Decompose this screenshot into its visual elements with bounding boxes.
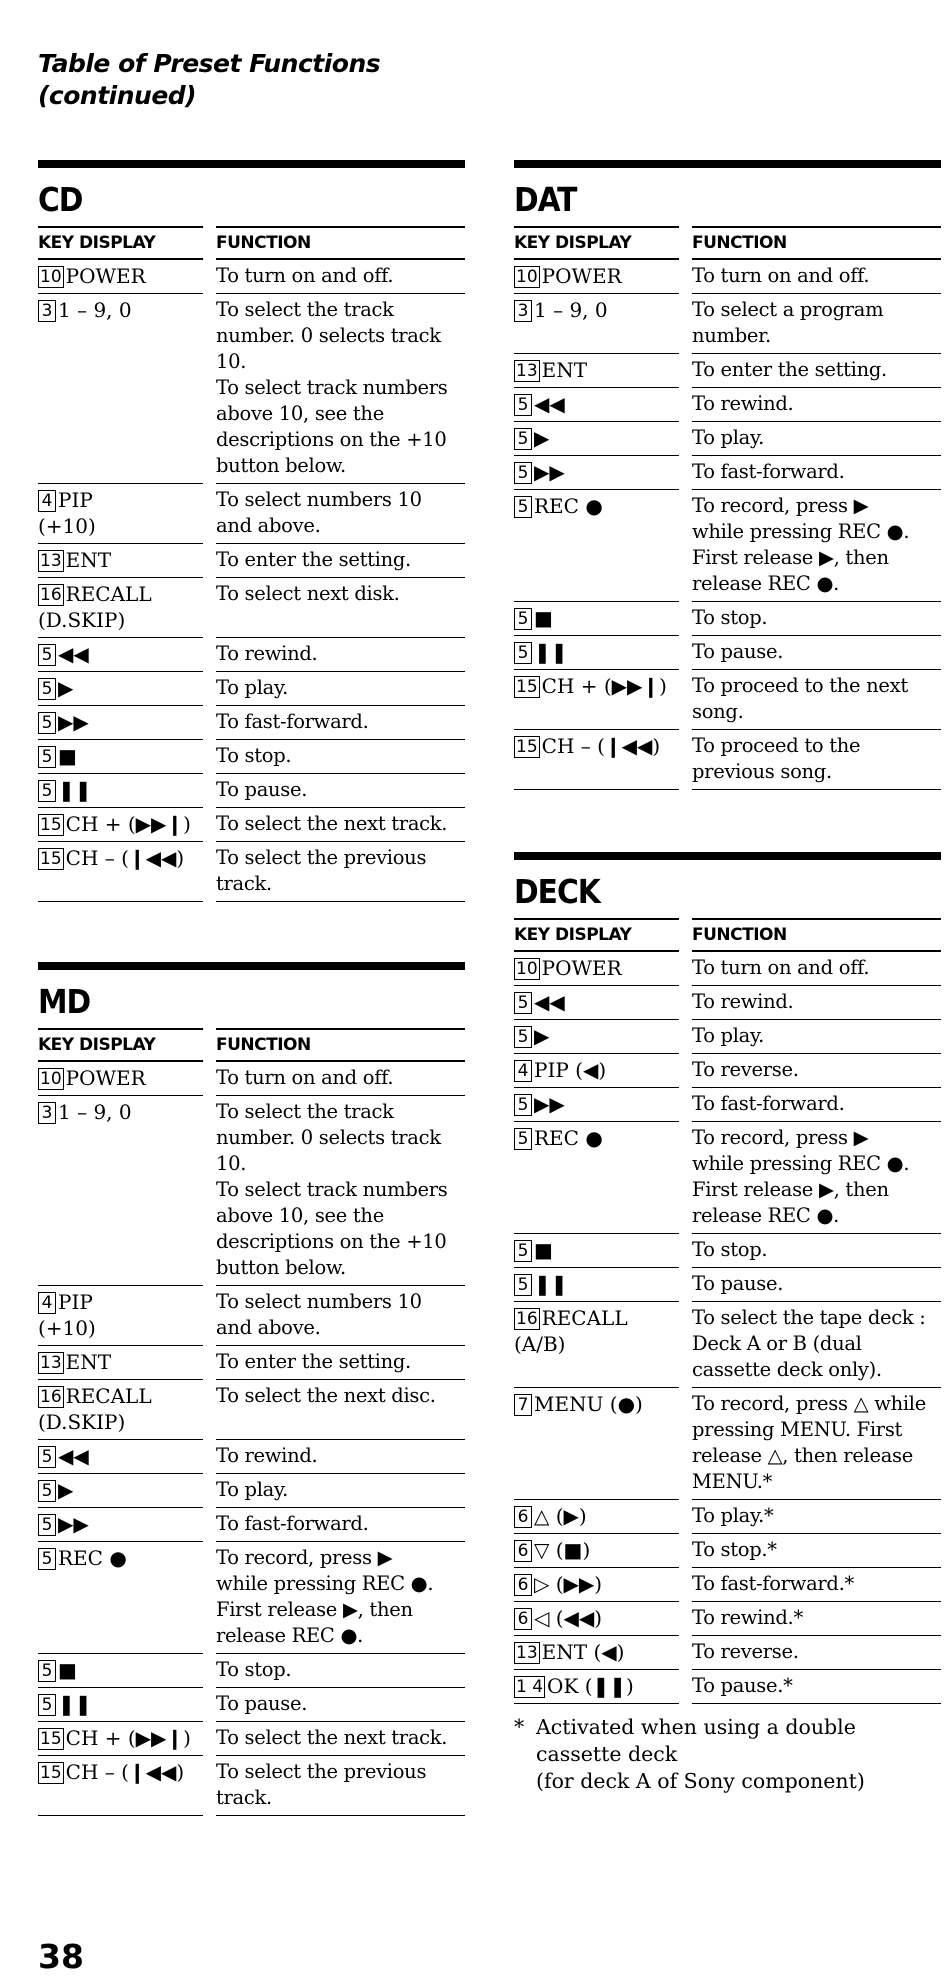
table-row [514, 1302, 941, 1388]
function-cell: To rewind. [216, 638, 465, 672]
key-display-cell [38, 1756, 203, 1816]
key-number-box: 6 [514, 1540, 532, 1562]
key-number-box: 15 [40, 815, 62, 835]
function-cell: To stop. [692, 602, 941, 636]
function-cell: To select the next disc. [216, 1380, 465, 1440]
section-rule [38, 962, 465, 970]
column-header-function: FUNCTION [692, 226, 941, 260]
key-display-cell [38, 638, 203, 672]
key-number-box: 5 [38, 678, 56, 700]
key-display-label: PIP (+10) [38, 1290, 96, 1340]
key-display-cell [38, 1346, 203, 1380]
key-number-box: 4 [514, 1060, 532, 1082]
function-cell: To pause. [216, 1688, 465, 1722]
table-row [514, 1088, 941, 1122]
key-display-cell [514, 1568, 679, 1602]
key-display-cell [514, 1670, 679, 1704]
key-display-label: ■ [534, 1238, 553, 1262]
table-row [514, 1670, 941, 1704]
function-cell: To proceed to the previous song. [692, 730, 941, 790]
dat-section [514, 160, 941, 790]
key-number-box: 16 [516, 1309, 538, 1329]
page-title-line-2: (continued) [38, 81, 197, 110]
table-row [38, 638, 465, 672]
key-display-label: CH + (▶▶❙) [541, 674, 667, 698]
key-number-box: 5 [514, 1026, 532, 1048]
key-number-box: 16 [40, 585, 62, 605]
key-display-label: ENT [541, 358, 588, 382]
column-header-function: FUNCTION [692, 918, 941, 952]
table-row [38, 260, 465, 294]
key-display-label: RECALL (D.SKIP) [38, 582, 152, 632]
key-display-label: POWER [541, 956, 622, 980]
table-row [38, 672, 465, 706]
key-number-box: 5 [514, 1240, 532, 1262]
cd-section [38, 160, 465, 902]
key-display-cell [514, 260, 679, 294]
key-display-label: ◀◀ [58, 642, 89, 666]
function-cell: To turn on and off. [692, 260, 941, 294]
key-number-box: 5 [514, 394, 532, 416]
key-number-box: 10 [40, 267, 62, 287]
key-number-box: 5 [38, 1548, 56, 1570]
function-cell: To turn on and off. [216, 260, 465, 294]
key-number-box: 15 [516, 737, 538, 757]
key-display-label: ◁ (◀◀) [534, 1606, 603, 1630]
key-display-label: ❚❚ [534, 1272, 568, 1296]
key-display-cell [514, 636, 679, 670]
key-display-label: POWER [65, 1066, 146, 1090]
table-row [514, 1500, 941, 1534]
footnote-text: Activated when using a double cassette deck (for deck A of Sony component) [536, 1715, 865, 1793]
key-display-label: ▶▶ [58, 710, 89, 734]
table-header [38, 1028, 465, 1062]
table-row [38, 1508, 465, 1542]
key-number-box: 15 [40, 1763, 62, 1783]
function-cell: To record, press ▶ while pressing REC ●. First release ▶, then release REC ●. [692, 1122, 941, 1234]
key-display-cell [514, 1122, 679, 1234]
key-number-box: 5 [38, 1446, 56, 1468]
key-display-label: POWER [541, 264, 622, 288]
key-display-cell [38, 672, 203, 706]
table-row [514, 1268, 941, 1302]
function-cell: To stop. [692, 1234, 941, 1268]
key-display-label: PIP (◀) [534, 1058, 607, 1082]
function-cell: To fast-forward. [692, 456, 941, 490]
key-display-cell [514, 1088, 679, 1122]
key-number-box: 5 [514, 428, 532, 450]
key-display-label: REC ● [58, 1546, 127, 1570]
key-number-box: 5 [514, 496, 532, 518]
function-cell: To rewind.* [692, 1602, 941, 1636]
function-cell: To turn on and off. [692, 952, 941, 986]
table-row [514, 670, 941, 730]
function-cell: To select the previous track. [216, 842, 465, 902]
key-display-label: ▶▶ [58, 1512, 89, 1536]
column-header-key-display: KEY DISPLAY [514, 918, 679, 952]
key-display-label: ■ [534, 606, 553, 630]
table-header [514, 918, 941, 952]
key-display-cell [514, 1636, 679, 1670]
key-number-box: 5 [38, 780, 56, 802]
key-number-box: 5 [514, 1094, 532, 1116]
function-cell: To turn on and off. [216, 1062, 465, 1096]
function-cell: To reverse. [692, 1054, 941, 1088]
deck-section [514, 852, 941, 1704]
table-row [38, 1756, 465, 1816]
key-display-cell [38, 1474, 203, 1508]
table-row [514, 456, 941, 490]
table-row [514, 490, 941, 602]
column-header-key-display: KEY DISPLAY [38, 226, 203, 260]
key-display-cell [38, 1688, 203, 1722]
key-number-box: 5 [514, 462, 532, 484]
table-row [38, 1096, 465, 1286]
key-display-cell [38, 1654, 203, 1688]
table-row [38, 1542, 465, 1654]
key-display-cell [514, 294, 679, 354]
key-display-cell [38, 1380, 203, 1440]
column-header-function: FUNCTION [216, 226, 465, 260]
key-number-box: 5 [38, 644, 56, 666]
key-number-box: 5 [38, 712, 56, 734]
key-number-box: 5 [38, 1660, 56, 1682]
function-cell: To play. [216, 672, 465, 706]
table-header [514, 226, 941, 260]
key-display-label: CH – (❙◀◀) [541, 734, 661, 758]
key-display-label: PIP (+10) [38, 488, 96, 538]
key-number-box: 16 [40, 1387, 62, 1407]
key-display-cell [38, 578, 203, 638]
section-rule [514, 160, 941, 168]
key-display-label: ■ [58, 1658, 77, 1682]
key-display-label: ▷ (▶▶) [534, 1572, 603, 1596]
table-row [514, 1020, 941, 1054]
function-cell: To pause. [692, 1268, 941, 1302]
key-number-box: 3 [38, 1102, 56, 1124]
key-display-label: 1 – 9, 0 [534, 298, 608, 322]
key-display-cell [514, 422, 679, 456]
function-cell: To stop.* [692, 1534, 941, 1568]
function-cell: To play. [692, 422, 941, 456]
function-cell: To fast-forward. [216, 706, 465, 740]
key-display-cell [38, 1722, 203, 1756]
page-title [38, 48, 380, 112]
key-number-box: 6 [514, 1608, 532, 1630]
function-cell: To rewind. [692, 986, 941, 1020]
key-number-box: 4 [38, 490, 56, 512]
section-title: MD [38, 982, 91, 1021]
key-display-cell [514, 1388, 679, 1500]
key-number-box: 15 [40, 849, 62, 869]
key-display-label: REC ● [534, 494, 603, 518]
key-display-label: ❚❚ [58, 1692, 92, 1716]
function-cell: To stop. [216, 1654, 465, 1688]
key-display-label: ▶ [58, 676, 74, 700]
key-number-box: 15 [516, 677, 538, 697]
function-cell: To record, press ▶ while pressing REC ●. First release ▶, then release REC ●. [692, 490, 941, 602]
function-cell: To play. [692, 1020, 941, 1054]
function-cell: To rewind. [692, 388, 941, 422]
column-header-key-display: KEY DISPLAY [38, 1028, 203, 1062]
function-cell: To play. [216, 1474, 465, 1508]
key-display-label: ▽ (■) [534, 1538, 591, 1562]
key-display-label: ENT [65, 548, 112, 572]
key-display-cell [514, 1602, 679, 1636]
table-row [514, 1234, 941, 1268]
key-display-label: OK (❚❚) [547, 1674, 634, 1698]
key-number-box: 5 [514, 608, 532, 630]
key-display-cell [514, 490, 679, 602]
key-display-cell [38, 706, 203, 740]
function-cell: To fast-forward. [216, 1508, 465, 1542]
table-row [38, 1722, 465, 1756]
table-row [38, 1062, 465, 1096]
key-display-cell [514, 1054, 679, 1088]
key-number-box: 6 [514, 1574, 532, 1596]
key-display-cell [38, 808, 203, 842]
function-cell: To select next disk. [216, 578, 465, 638]
function-cell: To record, press △ while pressing MENU. First release △, then release MENU.* [692, 1388, 941, 1500]
key-display-cell [514, 952, 679, 986]
key-display-cell [38, 1286, 203, 1346]
key-display-cell [514, 986, 679, 1020]
function-cell: To rewind. [216, 1440, 465, 1474]
key-number-box: 13 [516, 361, 538, 381]
key-display-label: ◀◀ [58, 1444, 89, 1468]
function-cell: To pause. [216, 774, 465, 808]
function-cell: To proceed to the next song. [692, 670, 941, 730]
key-display-label: ▶ [534, 426, 550, 450]
function-cell: To fast-forward.* [692, 1568, 941, 1602]
key-display-label: ENT [65, 1350, 112, 1374]
key-display-cell [38, 1440, 203, 1474]
key-display-cell [38, 1542, 203, 1654]
key-number-box: 13 [40, 551, 62, 571]
key-display-label: ◀◀ [534, 392, 565, 416]
key-display-label: ◀◀ [534, 990, 565, 1014]
table-row [38, 808, 465, 842]
table-row [38, 1474, 465, 1508]
key-display-label: ■ [58, 744, 77, 768]
function-cell: To pause. [692, 636, 941, 670]
key-display-cell [38, 544, 203, 578]
table-row [38, 1688, 465, 1722]
key-display-cell [38, 774, 203, 808]
function-cell: To pause.* [692, 1670, 941, 1704]
key-display-cell [38, 1508, 203, 1542]
page-number: 38 [38, 1937, 84, 1976]
key-number-box: 3 [38, 300, 56, 322]
key-display-label: ▶ [534, 1024, 550, 1048]
footnote [514, 1714, 865, 1795]
key-number-box: 10 [516, 959, 538, 979]
key-display-cell [514, 456, 679, 490]
table-row [514, 730, 941, 790]
key-number-box: 5 [514, 642, 532, 664]
table-row [514, 636, 941, 670]
key-display-label: ❚❚ [58, 778, 92, 802]
key-number-box: 13 [516, 1643, 538, 1663]
key-display-label: ▶▶ [534, 1092, 565, 1116]
key-number-box: 10 [516, 267, 538, 287]
key-number-box: 7 [514, 1394, 532, 1416]
function-cell: To fast-forward. [692, 1088, 941, 1122]
table-row [38, 774, 465, 808]
function-cell: To select numbers 10 and above. [216, 1286, 465, 1346]
function-cell: To select the next track. [216, 1722, 465, 1756]
table-row [514, 388, 941, 422]
key-display-label: REC ● [534, 1126, 603, 1150]
key-display-cell [514, 1234, 679, 1268]
table-row [38, 1654, 465, 1688]
key-display-cell [514, 670, 679, 730]
function-cell: To select a program number. [692, 294, 941, 354]
key-display-label: CH – (❙◀◀) [65, 1760, 185, 1784]
function-cell: To play.* [692, 1500, 941, 1534]
table-row [514, 1602, 941, 1636]
column-header-key-display: KEY DISPLAY [514, 226, 679, 260]
key-display-cell [514, 1302, 679, 1388]
key-display-cell [514, 354, 679, 388]
function-cell: To select the next track. [216, 808, 465, 842]
key-display-cell [514, 1534, 679, 1568]
key-display-cell [514, 1268, 679, 1302]
key-display-cell [38, 260, 203, 294]
key-number-box: 1 4 [516, 1677, 544, 1697]
key-display-cell [514, 388, 679, 422]
section-rule [38, 160, 465, 168]
key-display-cell [514, 602, 679, 636]
key-display-label: △ (▶) [534, 1504, 587, 1528]
md-section [38, 962, 465, 1816]
function-cell: To reverse. [692, 1636, 941, 1670]
column-header-function: FUNCTION [216, 1028, 465, 1062]
function-cell: To select numbers 10 and above. [216, 484, 465, 544]
section-title: DAT [514, 180, 577, 219]
key-display-label: RECALL (A/B) [514, 1306, 628, 1356]
function-cell: To record, press ▶ while pressing REC ●. First release ▶, then release REC ●. [216, 1542, 465, 1654]
table-row [38, 1380, 465, 1440]
table-row [38, 1346, 465, 1380]
table-row [514, 1122, 941, 1234]
key-number-box: 10 [40, 1069, 62, 1089]
function-cell: To select the track number. 0 selects track 10. To select track numbers above 10, see the descriptions on the +10 button below. [216, 294, 465, 484]
function-cell: To enter the setting. [216, 1346, 465, 1380]
section-rule [514, 852, 941, 860]
function-cell: To select the previous track. [216, 1756, 465, 1816]
table-row [38, 294, 465, 484]
key-number-box: 3 [514, 300, 532, 322]
table-row [514, 1054, 941, 1088]
section-title: DECK [514, 872, 600, 911]
key-display-label: CH + (▶▶❙) [65, 1726, 191, 1750]
function-cell: To stop. [216, 740, 465, 774]
key-number-box: 5 [514, 1128, 532, 1150]
table-row [38, 1440, 465, 1474]
table-row [38, 842, 465, 902]
key-display-cell [514, 1500, 679, 1534]
key-display-label: ❚❚ [534, 640, 568, 664]
key-display-label: MENU (●) [534, 1392, 643, 1416]
section-title: CD [38, 180, 83, 219]
table-row [514, 602, 941, 636]
key-display-label: POWER [65, 264, 146, 288]
table-row [38, 544, 465, 578]
function-cell: To enter the setting. [692, 354, 941, 388]
table-row [514, 422, 941, 456]
key-number-box: 15 [40, 1729, 62, 1749]
key-display-cell [514, 730, 679, 790]
key-number-box: 5 [514, 1274, 532, 1296]
key-display-cell [38, 1096, 203, 1286]
key-display-label: CH + (▶▶❙) [65, 812, 191, 836]
table-row [38, 740, 465, 774]
key-display-label: RECALL (D.SKIP) [38, 1384, 152, 1434]
key-display-label: ▶▶ [534, 460, 565, 484]
key-display-label: CH – (❙◀◀) [65, 846, 185, 870]
key-display-label: 1 – 9, 0 [58, 1100, 132, 1124]
key-display-label: ENT (◀) [541, 1640, 625, 1664]
table-row [514, 1388, 941, 1500]
key-display-label: 1 – 9, 0 [58, 298, 132, 322]
function-cell: To enter the setting. [216, 544, 465, 578]
key-number-box: 5 [38, 1514, 56, 1536]
key-display-cell [514, 1020, 679, 1054]
table-row [514, 294, 941, 354]
table-header [38, 226, 465, 260]
footnote-mark: * [514, 1715, 525, 1739]
key-display-label: ▶ [58, 1478, 74, 1502]
table-row [514, 952, 941, 986]
key-display-cell [38, 294, 203, 484]
function-cell: To select the tape deck : Deck A or B (dual cassette deck only). [692, 1302, 941, 1388]
table-row [514, 1534, 941, 1568]
key-display-cell [38, 740, 203, 774]
table-row [38, 484, 465, 544]
table-row [514, 986, 941, 1020]
key-number-box: 5 [514, 992, 532, 1014]
key-number-box: 13 [40, 1353, 62, 1373]
table-row [514, 1568, 941, 1602]
key-number-box: 5 [38, 1694, 56, 1716]
table-row [514, 354, 941, 388]
page-title-line-1: Table of Preset Functions [38, 49, 381, 78]
table-row [38, 578, 465, 638]
key-number-box: 5 [38, 746, 56, 768]
key-number-box: 5 [38, 1480, 56, 1502]
table-row [514, 1636, 941, 1670]
table-row [38, 1286, 465, 1346]
key-number-box: 4 [38, 1292, 56, 1314]
key-display-cell [38, 842, 203, 902]
key-number-box: 6 [514, 1506, 532, 1528]
function-cell: To select the track number. 0 selects track 10. To select track numbers above 10, see the descriptions on the +10 button below. [216, 1096, 465, 1286]
key-display-cell [38, 1062, 203, 1096]
table-row [514, 260, 941, 294]
key-display-cell [38, 484, 203, 544]
table-row [38, 706, 465, 740]
